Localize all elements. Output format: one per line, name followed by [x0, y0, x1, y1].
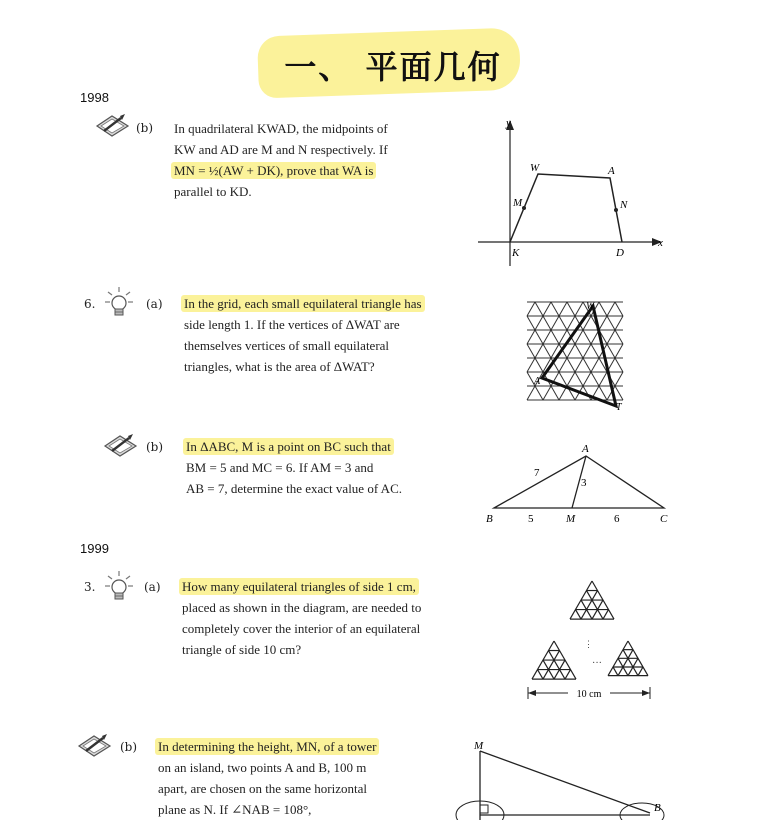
year-label: 1998	[80, 90, 109, 105]
q2-fig-a-label: A	[534, 376, 541, 387]
q3-line-highlighted: In ΔABC, M is a point on BC such that	[183, 438, 394, 455]
q5-fig-b-label: B	[654, 802, 661, 814]
pencil-book-icon	[94, 110, 130, 140]
q2-line	[184, 293, 425, 314]
q1-line-highlighted: MN = ½(AW + DK), prove that WA is	[171, 162, 376, 179]
q3-part-label: (b)	[146, 440, 164, 454]
q4-line-highlighted: How many equilateral triangles of side 1 cm,	[179, 578, 419, 595]
page-title: 一、 平面几何	[284, 48, 502, 86]
q4-part-label: (a)	[144, 580, 161, 594]
q2-text	[184, 293, 425, 377]
q4-line: placed as shown in the diagram, are needed to	[182, 600, 422, 615]
q5-part-label: (b)	[120, 740, 138, 754]
q5-line: on an island, two points A and B, 100 m	[158, 760, 367, 775]
q1-fig-m-label: M	[513, 197, 523, 209]
q5-line: apart, are chosen on the same horizontal	[158, 781, 367, 796]
q1-part-label: (b)	[136, 121, 154, 135]
q4-number: 3.	[84, 580, 96, 594]
triangle-grid	[527, 302, 623, 400]
q3-fig-six-label: 6	[614, 513, 620, 525]
q3-line: BM = 5 and MC = 6. If AM = 3 and	[186, 460, 374, 475]
q2-line-highlighted: In the grid, each small equilateral triangle has	[181, 295, 425, 312]
q4-line: triangle of side 10 cm?	[182, 642, 302, 657]
q5-fig-m-label: M	[474, 740, 484, 752]
year-label: 1999	[80, 541, 109, 556]
q2-fig-t-label: T	[616, 402, 622, 413]
q3-fig-m-label: M	[566, 513, 576, 525]
q1-line: KW and AD are M and N respectively. If	[174, 142, 388, 157]
q3-fig-five-label: 5	[528, 513, 534, 525]
q3-line: AB = 7, determine the exact value of AC.	[186, 481, 402, 496]
q1-figure	[470, 116, 670, 276]
q3-fig-seven-label: 7	[534, 467, 540, 479]
q2-line: triangles, what is the area of ΔWAT?	[184, 359, 375, 374]
q2-part-label: (a)	[146, 297, 163, 311]
q2-figure	[522, 296, 632, 414]
q3-fig-c-label: C	[660, 513, 668, 525]
q4-text	[182, 576, 421, 660]
lightbulb-icon	[104, 570, 134, 604]
pencil-book-icon	[102, 430, 138, 460]
q2-line: side length 1. If the vertices of ΔWAT are	[184, 317, 400, 332]
pencil-book-icon	[76, 730, 112, 760]
q5-line	[158, 736, 379, 757]
lightbulb-icon	[104, 286, 134, 320]
q3-fig-three-label: 3	[581, 477, 587, 489]
q2-line: themselves vertices of small equilateral	[184, 338, 390, 353]
q5-text	[158, 736, 379, 820]
q1-fig-a-label: A	[608, 165, 615, 177]
q4-line: completely cover the interior of an equilateral	[182, 621, 421, 636]
q3-line	[186, 436, 402, 457]
q1-fig-k-label: K	[512, 247, 520, 259]
q2-number: 6.	[84, 297, 96, 311]
q1-text	[174, 118, 388, 202]
q5-figure	[450, 735, 670, 820]
svg-text:⋮: ⋮	[584, 639, 593, 649]
svg-text:···: ···	[592, 658, 602, 669]
q5-line-highlighted: In determining the height, MN, of a tower	[155, 738, 379, 755]
q5-line: plane as N. If ∠NAB = 108°,	[158, 802, 312, 817]
q1-fig-n-label: N	[620, 199, 628, 211]
q1-fig-d-label: D	[616, 247, 624, 259]
q4-fig-dim-label: 10 cm	[576, 689, 602, 700]
q2-fig-w-label: W	[586, 301, 595, 312]
q1-fig-y-label: y	[506, 117, 511, 129]
q1-fig-x-label: x	[658, 237, 663, 249]
q3-fig-a-label: A	[582, 443, 589, 455]
q4-figure	[520, 575, 660, 705]
q3-fig-b-label: B	[486, 513, 493, 525]
q4-line	[182, 576, 421, 597]
q3-figure	[480, 440, 680, 532]
q1-line: In quadrilateral KWAD, the midpoints of	[174, 121, 388, 136]
q1-fig-w-label: W	[530, 162, 540, 174]
q1-line	[174, 160, 388, 181]
q1-line: parallel to KD.	[174, 184, 252, 199]
q3-text	[186, 436, 402, 499]
